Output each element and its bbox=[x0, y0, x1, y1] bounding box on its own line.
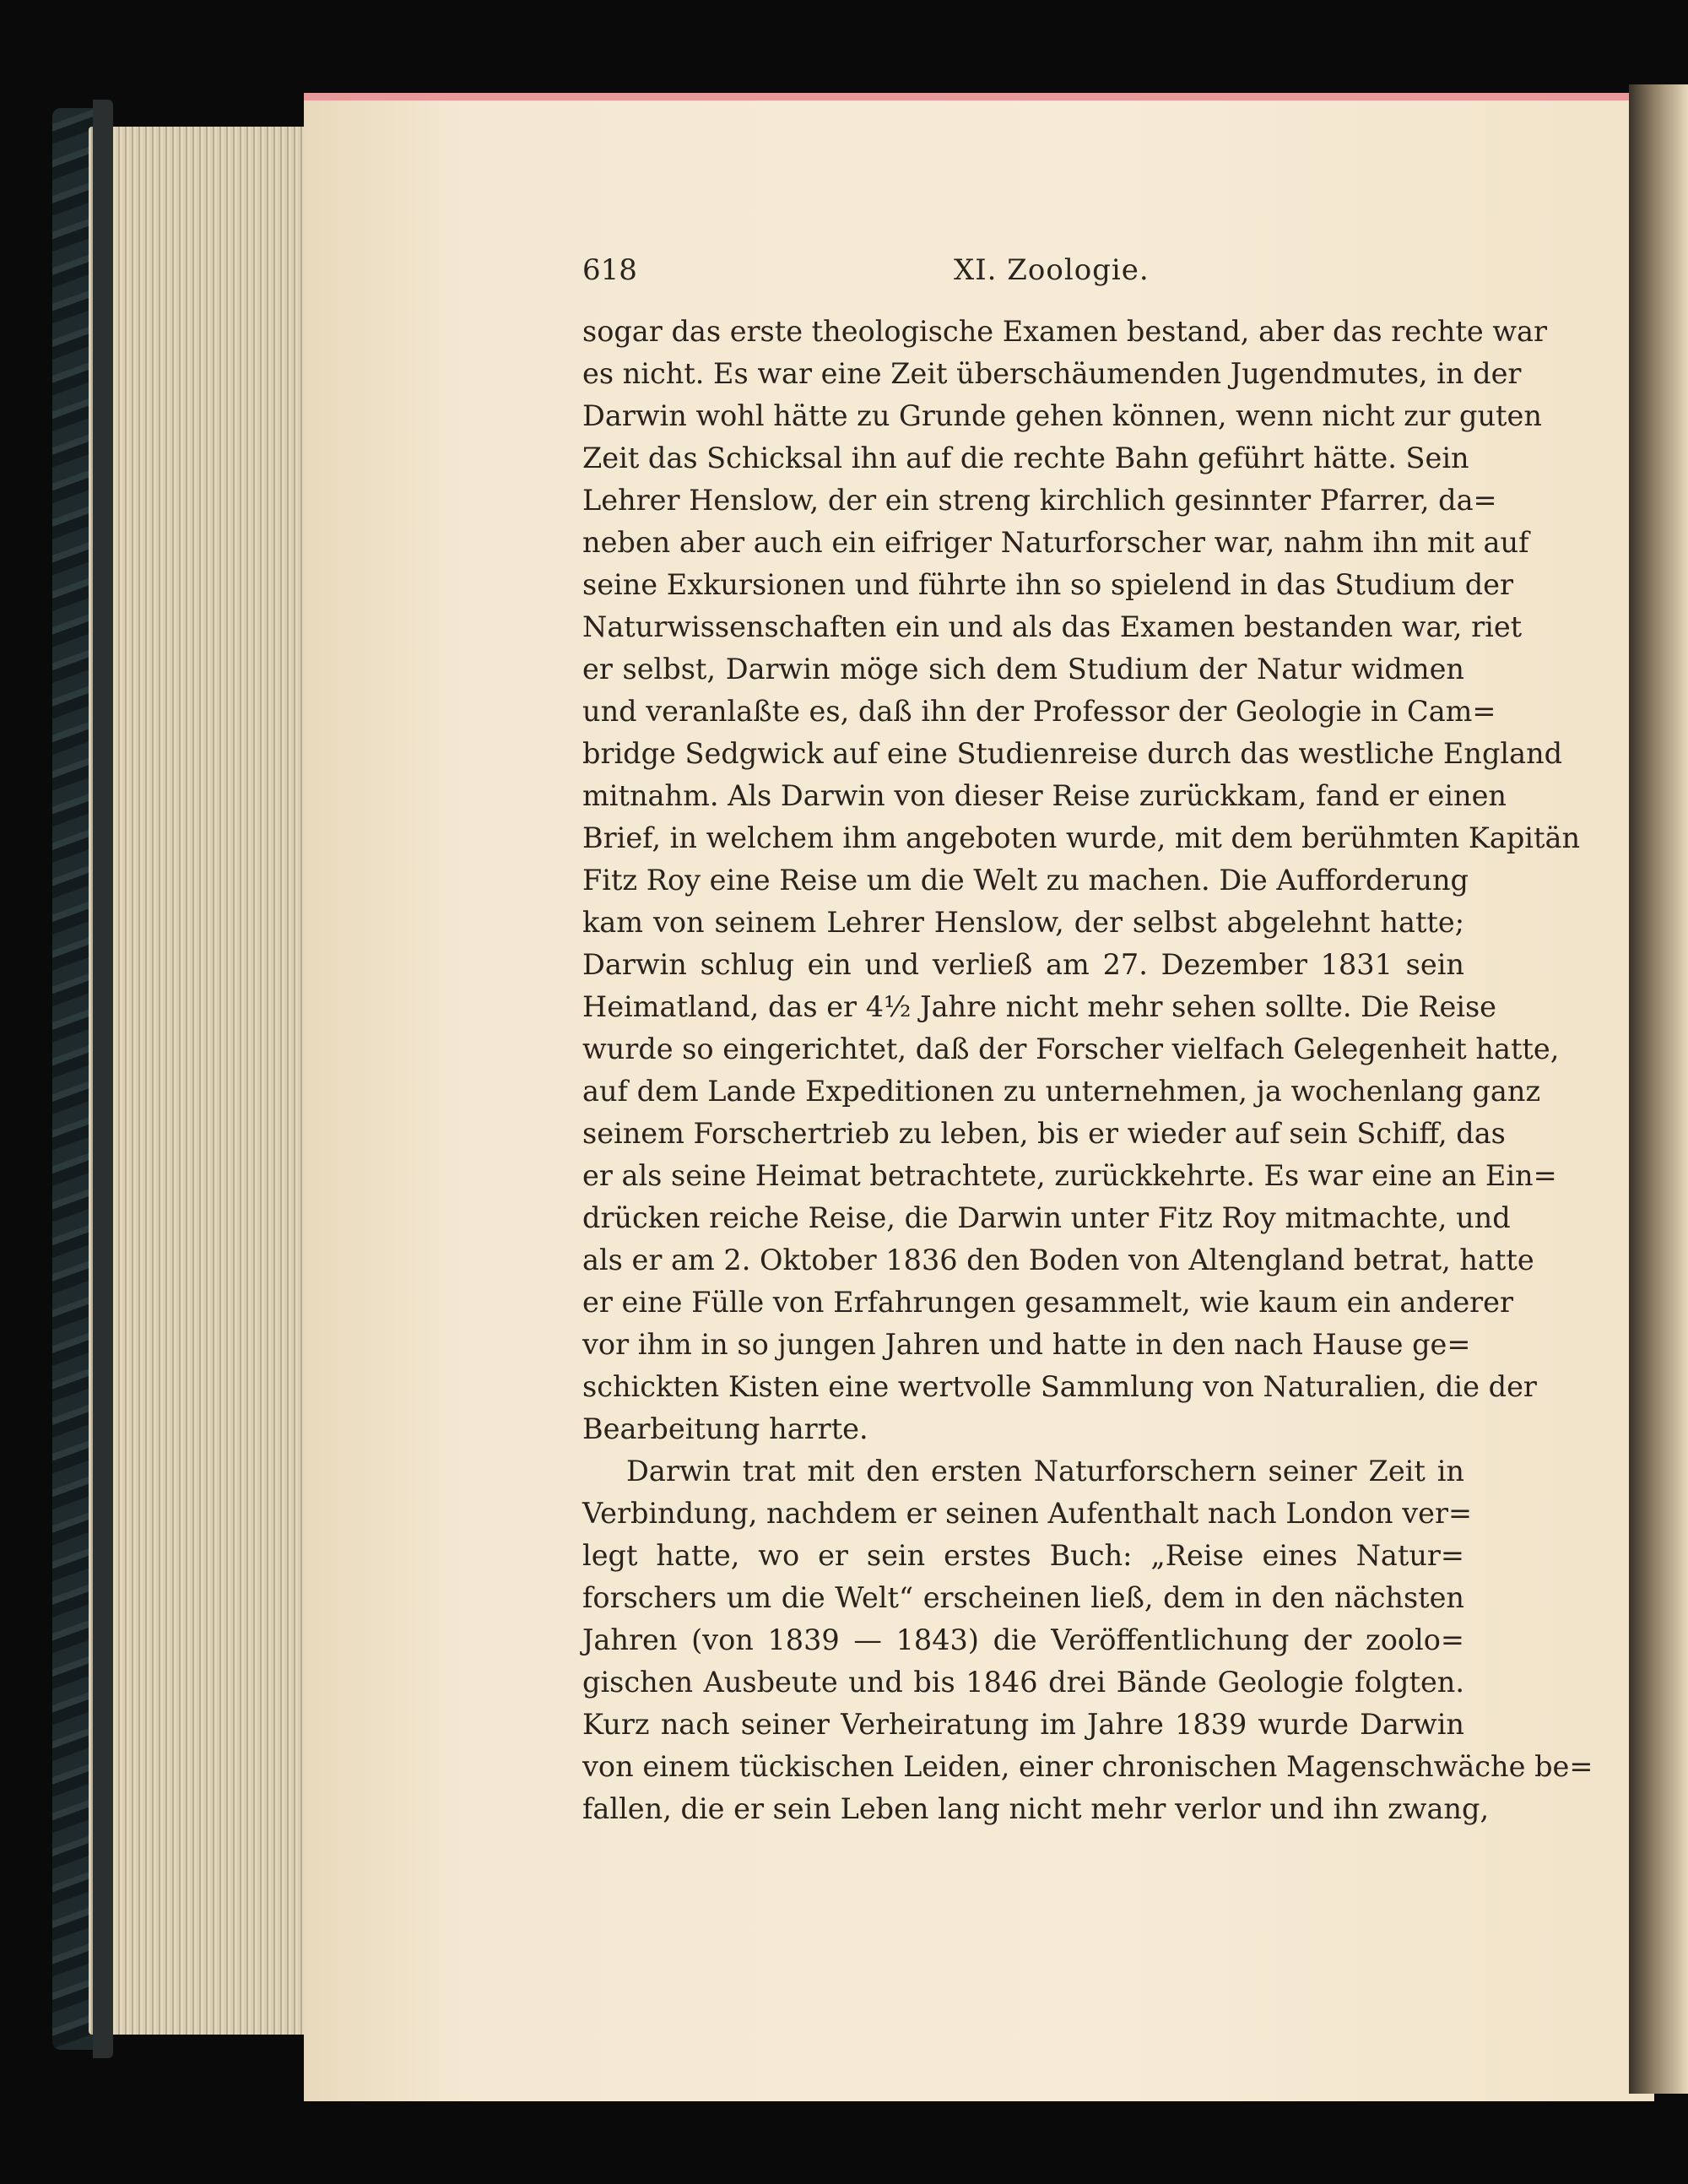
text-line: er selbst, Darwin möge sich dem Studium der Natur widmen bbox=[582, 653, 1464, 686]
text-line: Lehrer Henslow, der ein streng kirchlich gesinnter Pfarrer, da= bbox=[582, 484, 1497, 517]
text-line: sogar das erste theologische Examen bestand, aber das rechte war bbox=[582, 315, 1548, 348]
text-line: neben aber auch ein eifriger Naturforscher war, nahm ihn mit auf bbox=[582, 526, 1529, 559]
page-number: 618 bbox=[582, 253, 637, 287]
text-line: fallen, die er sein Leben lang nicht mehr verlor und ihn zwang, bbox=[582, 1792, 1490, 1825]
text-line: Darwin schlug ein und verließ am 27. Dezember 1831 sein bbox=[582, 948, 1464, 981]
text-line: seinem Forschertrieb zu leben, bis er wieder auf sein Schiff, das bbox=[582, 1117, 1506, 1150]
text-line: legt hatte, wo er sein erstes Buch: „Reise eines Natur= bbox=[582, 1539, 1464, 1572]
body-text bbox=[582, 311, 1593, 1830]
text-line: Verbindung, nachdem er seinen Aufenthalt nach London ver= bbox=[582, 1497, 1473, 1530]
text-line: Naturwissenschaften ein und als das Examen bestanden war, riet bbox=[582, 610, 1523, 643]
text-line: bridge Sedgwick auf eine Studienreise durch das westliche England bbox=[582, 737, 1563, 770]
text-line: und veranlaßte es, daß ihn der Professor der Geologie in Cam= bbox=[582, 695, 1496, 728]
text-line: er als seine Heimat betrachtete, zurückkehrte. Es war eine an Ein= bbox=[582, 1159, 1557, 1192]
page-header bbox=[582, 253, 1477, 292]
text-line: mitnahm. Als Darwin von dieser Reise zurückkam, fand er einen bbox=[582, 779, 1507, 812]
text-line: wurde so eingerichtet, daß der Forscher vielfach Gelegenheit hatte, bbox=[582, 1032, 1560, 1065]
text-line: Zeit das Schicksal ihn auf die rechte Bahn geführt hätte. Sein bbox=[582, 442, 1469, 474]
text-line: er eine Fülle von Erfahrungen gesammelt, wie kaum ein anderer bbox=[582, 1286, 1514, 1319]
text-line: gischen Ausbeute und bis 1846 drei Bände Geologie folgten. bbox=[582, 1666, 1464, 1699]
text-line: auf dem Lande Expeditionen zu unternehmen, ja wochenlang ganz bbox=[582, 1075, 1541, 1108]
text-line: kam von seinem Lehrer Henslow, der selbst abgelehnt hatte; bbox=[582, 906, 1464, 939]
text-line: Jahren (von 1839 — 1843) die Veröffentlichung der zoolo= bbox=[582, 1623, 1464, 1656]
next-page-edge bbox=[1629, 84, 1688, 2094]
text-line: Kurz nach seiner Verheiratung im Jahre 1839 wurde Darwin bbox=[582, 1708, 1464, 1741]
text-line: Darwin wohl hätte zu Grunde gehen können, wenn nicht zur guten bbox=[582, 399, 1542, 432]
text-line: Fitz Roy eine Reise um die Welt zu machen. Die Aufforderung bbox=[582, 864, 1469, 897]
text-line: Brief, in welchem ihm angeboten wurde, mit dem berühmten Kapitän bbox=[582, 821, 1581, 854]
text-line: forschers um die Welt“ erscheinen ließ, dem in den nächsten bbox=[582, 1581, 1464, 1614]
page-edges bbox=[89, 127, 308, 2035]
text-line: von einem tückischen Leiden, einer chronischen Magenschwäche be= bbox=[582, 1750, 1593, 1783]
text-line: drücken reiche Reise, die Darwin unter Fitz Roy mitmachte, und bbox=[582, 1201, 1511, 1234]
text-line: schickten Kisten eine wertvolle Sammlung von Naturalien, die der bbox=[582, 1370, 1537, 1403]
text-line: seine Exkursionen und führte ihn so spielend in das Studium der bbox=[582, 568, 1513, 601]
text-line: Heimatland, das er 4½ Jahre nicht mehr sehen sollte. Die Reise bbox=[582, 990, 1497, 1023]
cover-spine-edge bbox=[93, 100, 113, 2058]
text-line: es nicht. Es war eine Zeit überschäumenden Jugendmutes, in der bbox=[582, 357, 1522, 390]
running-head: XI. Zoologie. bbox=[954, 253, 1150, 287]
text-line: Darwin trat mit den ersten Naturforschern seiner Zeit in bbox=[626, 1455, 1464, 1488]
text-line: vor ihm in so jungen Jahren und hatte in den nach Hause ge= bbox=[582, 1328, 1471, 1361]
text-line: Bearbeitung harrte. bbox=[582, 1412, 868, 1445]
text-line: als er am 2. Oktober 1836 den Boden von Altengland betrat, hatte bbox=[582, 1244, 1534, 1276]
